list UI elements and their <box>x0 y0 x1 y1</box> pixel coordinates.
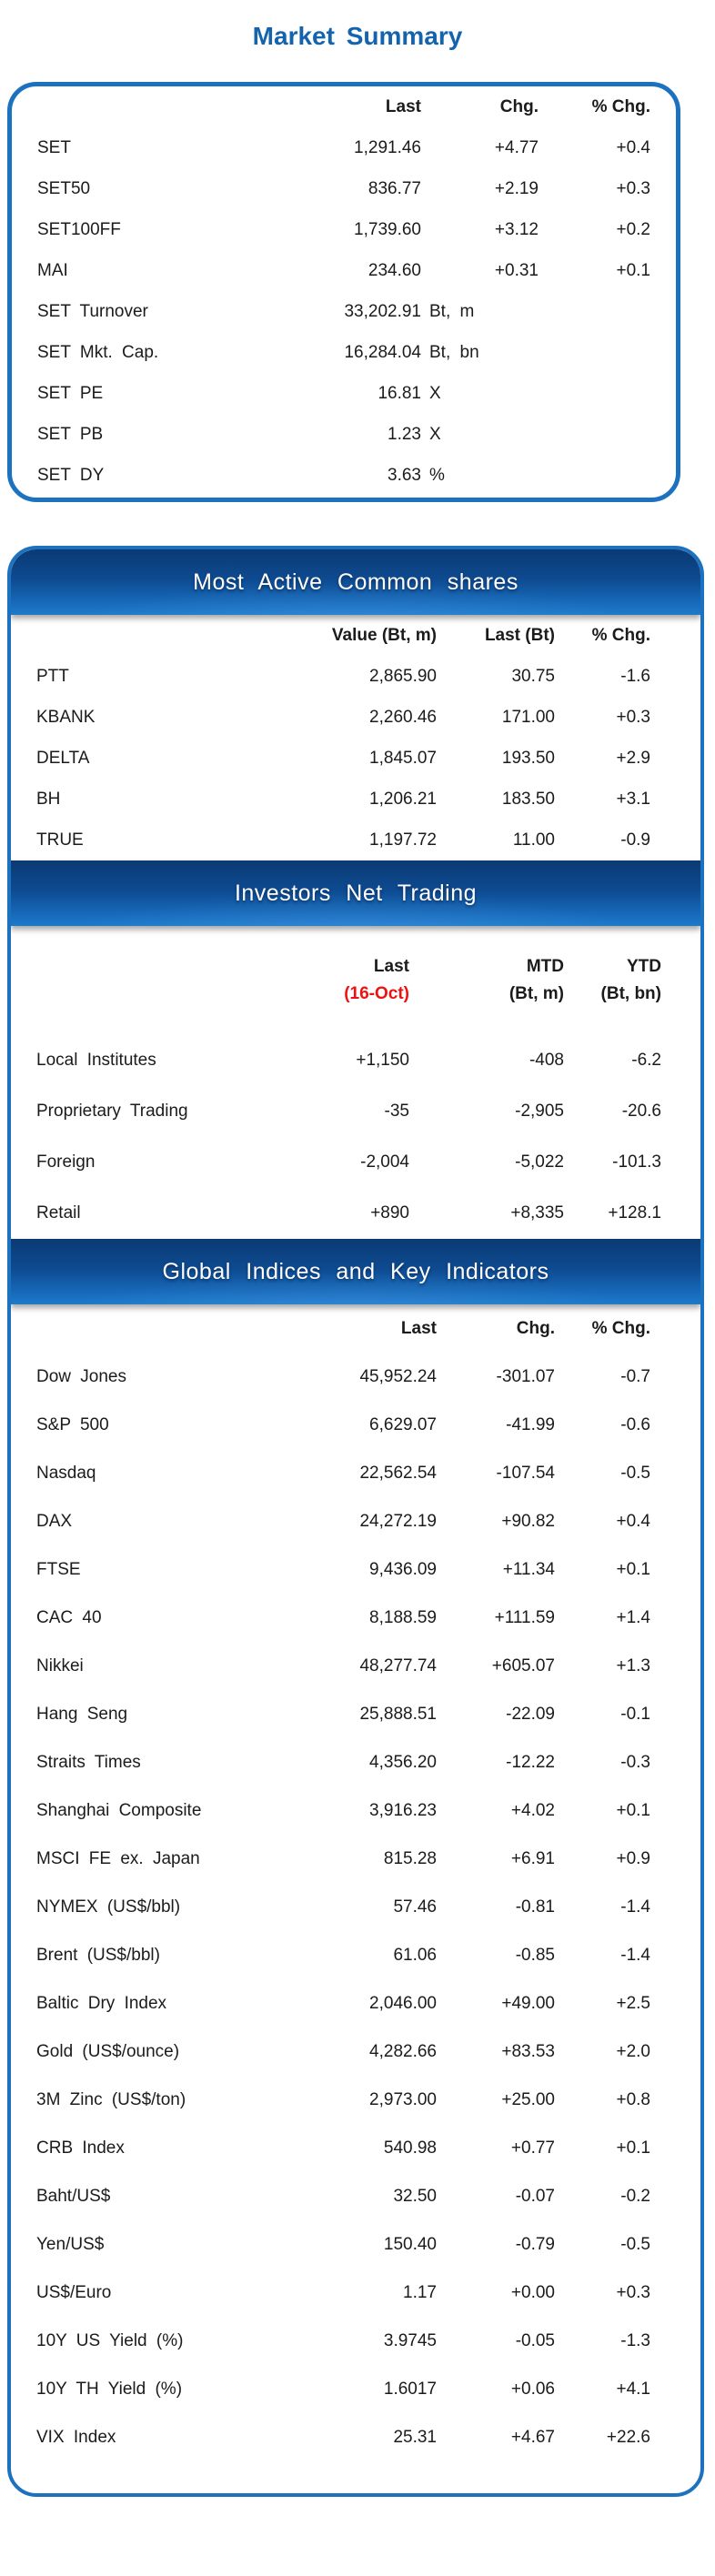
value-ytd: -101.3 <box>612 1152 661 1172</box>
value-chg: +4.77 <box>494 137 539 157</box>
value-last: 2,973.00 <box>369 2089 437 2109</box>
row-label: Proprietary Trading <box>36 1102 188 1121</box>
table-row <box>11 1642 700 1690</box>
value-last: 836.77 <box>368 178 421 198</box>
table-row <box>11 779 700 820</box>
table-row <box>11 1137 700 1188</box>
row-label: Nasdaq <box>36 1463 96 1483</box>
value-chg: +605.07 <box>491 1655 555 1675</box>
table-row <box>12 373 676 414</box>
value-unit: % <box>429 465 445 485</box>
row-label: SET Turnover <box>37 301 148 321</box>
row-label: SET <box>37 137 71 157</box>
row-label: Gold (US$/ounce) <box>36 2041 180 2061</box>
value-chg: +11.34 <box>502 1559 555 1579</box>
table-row <box>11 738 700 779</box>
value-pchg: -0.1 <box>620 1704 650 1724</box>
table-row <box>11 2269 700 2317</box>
row-label: FTSE <box>36 1559 81 1579</box>
col-header-last: Last <box>385 96 421 116</box>
value-pchg: -0.9 <box>620 830 650 850</box>
table-row <box>11 1786 700 1835</box>
value-last: +1,150 <box>356 1051 409 1070</box>
table-row <box>11 2172 700 2220</box>
table-row <box>11 697 700 738</box>
value-last: 16.81 <box>378 383 421 403</box>
global-indices-table <box>11 1304 700 2493</box>
table-row <box>12 250 676 291</box>
value-unit: Bt, bn <box>429 342 479 362</box>
value-last: 9,436.09 <box>369 1559 437 1579</box>
value-pchg: +1.3 <box>616 1655 650 1675</box>
value-value: 2,260.46 <box>369 707 437 727</box>
table-row <box>11 2076 700 2124</box>
col-header-value: Value (Bt, m) <box>331 625 437 645</box>
value-chg: +0.77 <box>510 2138 555 2158</box>
row-label: SET PB <box>37 424 104 444</box>
value-pchg: -1.6 <box>620 666 650 686</box>
table-row <box>11 820 700 860</box>
page-title: Market Summary <box>252 22 463 50</box>
table-row <box>11 2124 700 2172</box>
value-chg: +0.00 <box>510 2282 555 2302</box>
value-ytd: -6.2 <box>631 1051 661 1070</box>
row-label: Foreign <box>36 1152 96 1172</box>
value-chg: -41.99 <box>506 1414 555 1434</box>
table-row <box>11 1979 700 2028</box>
value-chg: +25.00 <box>501 2089 555 2109</box>
value-chg: +0.06 <box>510 2379 555 2399</box>
most-active-header-row <box>11 615 700 656</box>
market-detail-panel <box>7 546 704 2497</box>
table-row <box>11 1690 700 1738</box>
row-label: DAX <box>36 1511 73 1531</box>
table-row <box>11 1449 700 1497</box>
value-pchg: +1.4 <box>616 1607 650 1627</box>
row-label: SET50 <box>37 178 91 198</box>
value-pchg: +0.1 <box>616 260 650 280</box>
col-header-last: Last <box>373 957 409 976</box>
value-pchg: -1.3 <box>620 2330 650 2350</box>
value-pchg: -1.4 <box>620 1945 650 1965</box>
value-last: 1.6017 <box>383 2379 437 2399</box>
section-header-investors <box>11 860 700 926</box>
value-pchg: -0.6 <box>620 1414 650 1434</box>
value-last: 4,356.20 <box>369 1752 437 1772</box>
row-label: NYMEX (US$/bbl) <box>36 1897 181 1917</box>
value-last: 183.50 <box>501 789 555 809</box>
value-pchg: +0.1 <box>616 1800 650 1820</box>
value-chg: +0.31 <box>494 260 539 280</box>
row-label: CRB Index <box>36 2138 125 2158</box>
row-label: SET Mkt. Cap. <box>37 342 159 362</box>
value-chg: -12.22 <box>506 1752 555 1772</box>
col-header-chg: Chg. <box>499 96 539 116</box>
value-chg: +4.67 <box>510 2427 555 2447</box>
value-chg: +83.53 <box>501 2041 555 2061</box>
most-active-table <box>11 615 700 860</box>
col-header-last: Last <box>400 1318 437 1338</box>
value-value: 1,845.07 <box>369 748 437 768</box>
value-last: 1,291.46 <box>354 137 421 157</box>
table-row <box>11 2317 700 2365</box>
section-header-global-indices <box>11 1239 700 1304</box>
table-row <box>11 656 700 697</box>
row-label: Dow Jones <box>36 1366 126 1386</box>
section-title: Investors Net Trading <box>234 880 478 906</box>
row-label: 10Y US Yield (%) <box>36 2330 184 2350</box>
table-row <box>11 1835 700 1883</box>
value-pchg: +2.0 <box>616 2041 650 2061</box>
value-chg: +4.02 <box>510 1800 555 1820</box>
row-label: MAI <box>37 260 68 280</box>
value-last: -2,004 <box>360 1152 409 1172</box>
row-label: Retail <box>36 1203 81 1223</box>
value-value: 1,197.72 <box>369 830 437 850</box>
row-label: Nikkei <box>36 1655 84 1675</box>
value-chg: -301.07 <box>496 1366 555 1386</box>
value-pchg: +0.1 <box>616 1559 650 1579</box>
table-row <box>12 332 676 373</box>
table-row <box>11 2413 700 2461</box>
table-row <box>11 1931 700 1979</box>
investors-table <box>11 926 700 1239</box>
value-chg: +6.91 <box>510 1848 555 1868</box>
col-header-ytd: YTD <box>627 957 661 976</box>
table-row <box>11 1594 700 1642</box>
row-label: SET100FF <box>37 219 121 239</box>
table-row <box>11 1086 700 1137</box>
value-last: 25.31 <box>393 2427 437 2447</box>
value-pchg: +0.4 <box>616 137 650 157</box>
value-last: 540.98 <box>383 2138 437 2158</box>
value-last: 33,202.91 <box>344 301 421 321</box>
table-row <box>11 1883 700 1931</box>
value-last: 48,277.74 <box>359 1655 437 1675</box>
row-label: Local Institutes <box>36 1051 156 1070</box>
col-header-last: Last (Bt) <box>484 625 555 645</box>
value-chg: -0.05 <box>515 2330 555 2350</box>
row-label: Baht/US$ <box>36 2186 111 2206</box>
table-row <box>12 168 676 209</box>
row-label: DELTA <box>36 748 90 768</box>
value-last: 24,272.19 <box>359 1511 437 1531</box>
table-row <box>11 1353 700 1401</box>
col-header-pchg: % Chg. <box>591 1318 650 1338</box>
value-last: 61.06 <box>393 1945 437 1965</box>
row-label: S&P 500 <box>36 1414 109 1434</box>
value-pchg: -1.4 <box>620 1897 650 1917</box>
value-last: 1.23 <box>388 424 421 444</box>
row-label: Brent (US$/bbl) <box>36 1945 160 1965</box>
col-header-chg: Chg. <box>516 1318 555 1338</box>
value-chg: -0.85 <box>515 1945 555 1965</box>
value-value: 2,865.90 <box>369 666 437 686</box>
value-pchg: +3.1 <box>616 789 650 809</box>
table-row <box>11 2365 700 2413</box>
row-label: US$/Euro <box>36 2282 112 2302</box>
value-last: 3.63 <box>388 465 421 485</box>
value-pchg: +0.3 <box>616 2282 650 2302</box>
value-ytd: -20.6 <box>621 1102 661 1121</box>
value-pchg: +0.2 <box>616 219 650 239</box>
row-label: Straits Times <box>36 1752 141 1772</box>
value-last: 3.9745 <box>383 2330 437 2350</box>
col-subheader-ytd-unit: (Bt, bn) <box>600 984 661 1003</box>
row-label: Yen/US$ <box>36 2234 105 2254</box>
value-pchg: +0.4 <box>616 1511 650 1531</box>
table-row <box>11 1401 700 1449</box>
row-label: SET PE <box>37 383 104 403</box>
table-row <box>12 127 676 168</box>
value-chg: -107.54 <box>496 1463 555 1483</box>
table-row <box>11 1188 700 1239</box>
section-header-most-active <box>11 549 700 615</box>
value-chg: +2.19 <box>494 178 539 198</box>
col-header-mtd: MTD <box>526 957 564 976</box>
section-title: Global Indices and Key Indicators <box>162 1258 549 1284</box>
col-header-pchg: % Chg. <box>591 96 650 116</box>
value-last: 45,952.24 <box>359 1366 437 1386</box>
value-pchg: +4.1 <box>616 2379 650 2399</box>
table-row <box>12 291 676 332</box>
value-last: 6,629.07 <box>369 1414 437 1434</box>
col-subheader-date: (16-Oct) <box>344 984 409 1003</box>
value-chg: +3.12 <box>494 219 539 239</box>
value-last: 8,188.59 <box>369 1607 437 1627</box>
col-subheader-mtd-unit: (Bt, m) <box>509 984 564 1003</box>
value-pchg: -0.5 <box>620 1463 650 1483</box>
value-mtd: -5,022 <box>515 1152 564 1172</box>
market-summary-panel <box>7 82 680 502</box>
table-row <box>11 2220 700 2269</box>
value-chg: -22.09 <box>506 1704 555 1724</box>
value-unit: Bt, m <box>429 301 475 321</box>
value-last: 30.75 <box>511 666 555 686</box>
value-last: 22,562.54 <box>359 1463 437 1483</box>
value-mtd: +8,335 <box>510 1203 564 1223</box>
value-pchg: +0.1 <box>616 2138 650 2158</box>
value-last: 3,916.23 <box>369 1800 437 1820</box>
row-label: Hang Seng <box>36 1704 128 1724</box>
row-label: Baltic Dry Index <box>36 1993 167 2013</box>
value-last: -35 <box>384 1102 409 1121</box>
value-chg: +111.59 <box>494 1607 555 1627</box>
market-summary-header-row <box>12 86 676 127</box>
value-chg: -0.81 <box>515 1897 555 1917</box>
row-label: PTT <box>36 666 69 686</box>
value-ytd: +128.1 <box>608 1203 661 1223</box>
table-row <box>11 1545 700 1594</box>
table-row <box>12 209 676 250</box>
value-pchg: +0.9 <box>616 1848 650 1868</box>
col-header-pchg: % Chg. <box>591 625 650 645</box>
row-label: KBANK <box>36 707 96 727</box>
value-last: 815.28 <box>383 1848 437 1868</box>
global-header-row <box>11 1304 700 1353</box>
row-label: CAC 40 <box>36 1607 102 1627</box>
value-last: 2,046.00 <box>369 1993 437 2013</box>
value-chg: -0.07 <box>515 2186 555 2206</box>
value-unit: X <box>429 383 441 403</box>
table-row <box>12 414 676 455</box>
investors-header-row-2 <box>11 984 700 1035</box>
value-mtd: -408 <box>529 1051 564 1070</box>
value-last: 57.46 <box>393 1897 437 1917</box>
value-last: 32.50 <box>393 2186 437 2206</box>
value-last: +890 <box>370 1203 409 1223</box>
row-label: VIX Index <box>36 2427 116 2447</box>
row-label: SET DY <box>37 465 105 485</box>
value-last: 1,739.60 <box>354 219 421 239</box>
value-chg: -0.79 <box>515 2234 555 2254</box>
value-pchg: +0.3 <box>616 707 650 727</box>
row-label: BH <box>36 789 61 809</box>
value-chg: +49.00 <box>501 1993 555 2013</box>
value-last: 150.40 <box>383 2234 437 2254</box>
row-label: TRUE <box>36 830 84 850</box>
value-pchg: -0.7 <box>620 1366 650 1386</box>
table-row <box>12 455 676 496</box>
table-row <box>11 2028 700 2076</box>
value-chg: +90.82 <box>501 1511 555 1531</box>
value-last: 193.50 <box>501 748 555 768</box>
investors-header-row-1 <box>11 926 700 984</box>
value-last: 171.00 <box>501 707 555 727</box>
value-last: 4,282.66 <box>369 2041 437 2061</box>
value-pchg: +0.8 <box>616 2089 650 2109</box>
row-label: 10Y TH Yield (%) <box>36 2379 183 2399</box>
value-mtd: -2,905 <box>515 1102 564 1121</box>
value-pchg: -0.3 <box>620 1752 650 1772</box>
table-row <box>11 1738 700 1786</box>
row-label: MSCI FE ex. Japan <box>36 1848 200 1868</box>
value-pchg: -0.2 <box>620 2186 650 2206</box>
value-last: 16,284.04 <box>344 342 421 362</box>
value-last: 25,888.51 <box>359 1704 437 1724</box>
row-label: 3M Zinc (US$/ton) <box>36 2089 186 2109</box>
value-pchg: -0.5 <box>620 2234 650 2254</box>
table-row <box>11 1497 700 1545</box>
value-pchg: +22.6 <box>606 2427 650 2447</box>
value-pchg: +2.9 <box>616 748 650 768</box>
value-pchg: +2.5 <box>616 1993 650 2013</box>
value-last: 1.17 <box>403 2282 437 2302</box>
section-title: Most Active Common shares <box>193 569 519 595</box>
value-pchg: +0.3 <box>616 178 650 198</box>
table-row <box>11 1035 700 1086</box>
row-label: Shanghai Composite <box>36 1800 202 1820</box>
value-last: 234.60 <box>368 260 421 280</box>
value-value: 1,206.21 <box>369 789 437 809</box>
value-unit: X <box>429 424 441 444</box>
value-last: 11.00 <box>512 830 555 850</box>
